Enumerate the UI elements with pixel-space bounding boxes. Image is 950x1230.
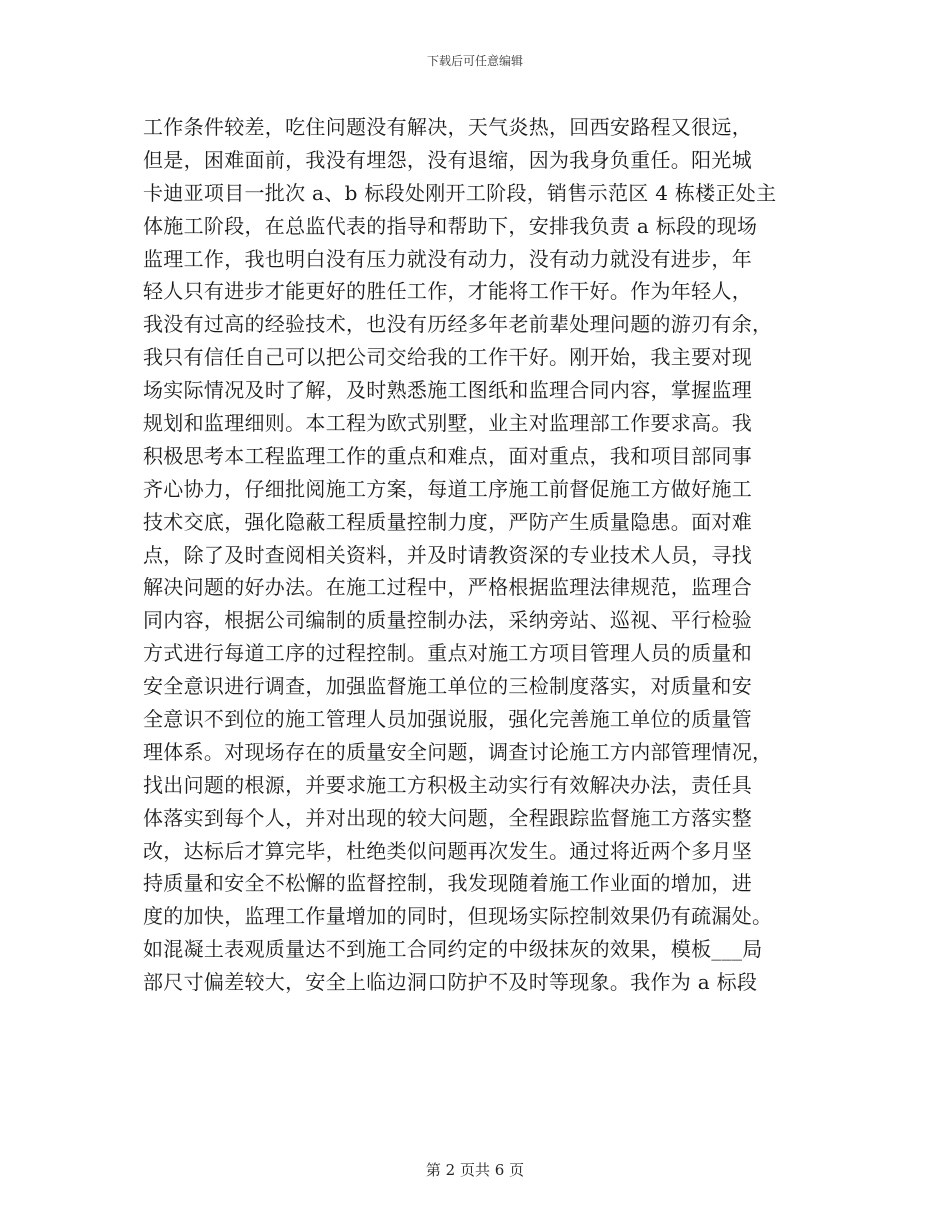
text-line: 卡迪亚项目一批次 a、b 标段处刚开工阶段，销售示范区 4 栋楼正处主 [143,180,777,205]
text-line: 部尺寸偏差较大，安全上临边洞口防护不及时等现象。我作为 a 标段 [143,970,758,995]
text-line: 全意识不到位的施工管理人员加强说服，强化完善施工单位的质量管 [143,707,752,732]
text-line: 持质量和安全不松懈的监督控制，我发现随着施工作业面的增加，进 [143,871,752,896]
text-line: 安全意识进行调查，加强监督施工单位的三检制度落实，对质量和安 [143,674,752,699]
text-line: 如混凝土表观质量达不到施工合同约定的中级抹灰的效果，模板___局 [143,937,763,962]
page-footer: 第 2 页共 6 页 [425,1161,525,1179]
text-line: 度的加快，监理工作量增加的同时，但现场实际控制效果仍有疏漏处。 [143,904,773,929]
text-line: 积极思考本工程监理工作的重点和难点，面对重点，我和项目部同事 [143,443,752,468]
text-line: 规划和监理细则。本工程为欧式别墅，业主对监理部工作要求高。我 [143,411,752,436]
page-header: 下载后可任意编辑 [426,54,523,68]
text-line: 同内容，根据公司编制的质量控制办法，采纳旁站、巡视、平行检验 [143,608,752,633]
text-line: 我只有信任自己可以把公司交给我的工作干好。刚开始，我主要对现 [143,345,752,370]
text-line: 技术交底，强化隐蔽工程质量控制力度，严防产生质量隐患。面对难 [143,509,752,534]
text-line: 但是，困难面前，我没有埋怨，没有退缩，因为我身负重任。阳光城 [143,147,752,172]
body-text [143,111,811,999]
text-line: 体落实到每个人，并对出现的较大问题，全程跟踪监督施工方落实整 [143,805,752,830]
text-line: 我没有过高的经验技术，也没有历经多年老前辈处理问题的游刃有余， [143,312,773,337]
text-line: 点，除了及时查阅相关资料，并及时请教资深的专业技术人员，寻找 [143,542,752,567]
text-line: 齐心协力，仔细批阅施工方案，每道工序施工前督促施工方做好施工 [143,476,752,501]
text-line: 轻人只有进步才能更好的胜任工作，才能将工作干好。作为年轻人， [143,279,752,304]
text-line: 方式进行每道工序的过程控制。重点对施工方项目管理人员的质量和 [143,641,752,666]
text-line: 解决问题的好办法。在施工过程中，严格根据监理法律规范，监理合 [143,575,752,600]
text-line: 理体系。对现场存在的质量安全问题，调查讨论施工方内部管理情况， [143,739,773,764]
text-line: 找出问题的根源，并要求施工方积极主动实行有效解决办法，责任具 [143,772,752,797]
text-line: 体施工阶段，在总监代表的指导和帮助下，安排我负责 a 标段的现场 [143,213,758,238]
text-line: 监理工作，我也明白没有压力就没有动力，没有动力就没有进步，年 [143,246,752,271]
text-line: 场实际情况及时了解，及时熟悉施工图纸和监理合同内容，掌握监理 [143,378,752,403]
text-line: 改，达标后才算完毕，杜绝类似问题再次发生。通过将近两个多月坚 [143,838,752,863]
text-line: 工作条件较差，吃住问题没有解决，天气炎热，回西安路程又很远， [143,115,752,139]
